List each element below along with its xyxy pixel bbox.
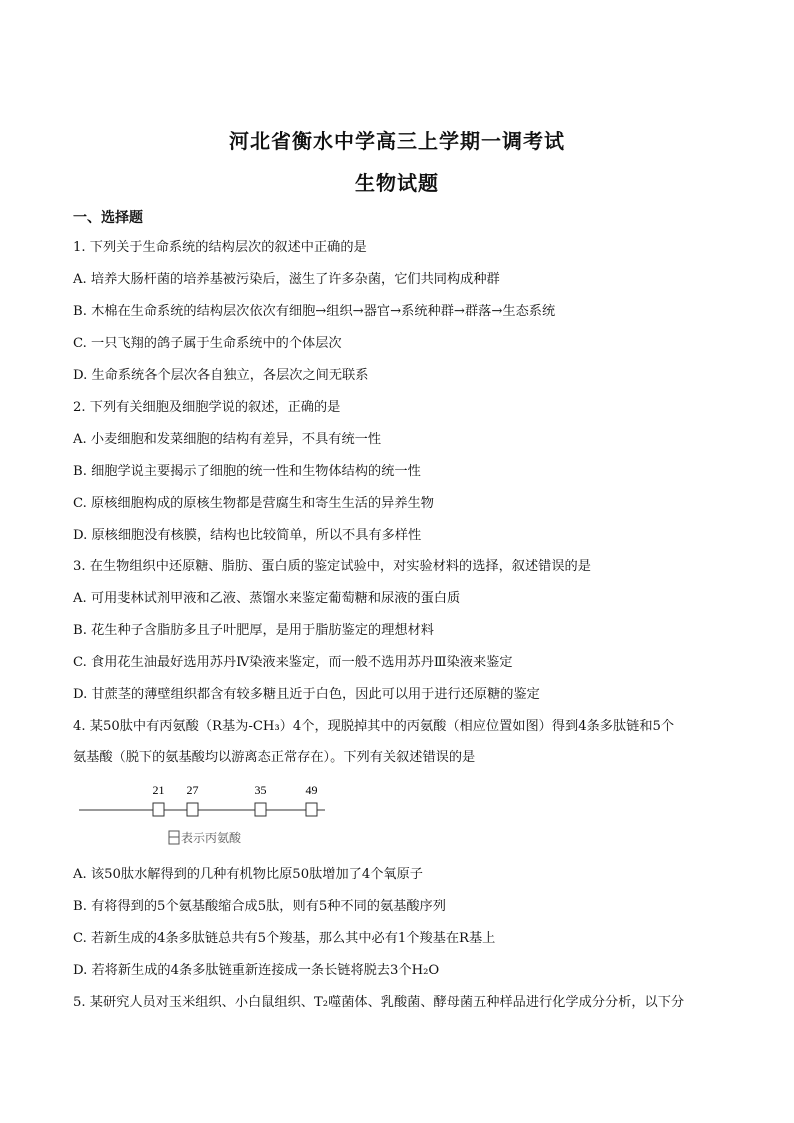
question-5-stem: 5. 某研究人员对玉米组织、小白鼠组织、T₂噬菌体、乳酸菌、酵母菌五种样品进行化学成分分析，以下分 xyxy=(73,995,685,1010)
question-4-stem-line-2: 氨基酸（脱下的氨基酸均以游离态正常存在）。下列有关叙述错误的是 xyxy=(73,750,476,765)
question-1-option-b: B. 木棉在生命系统的结构层次依次有细胞→组织→器官→系统种群→群落→生态系统 xyxy=(73,304,556,319)
alanine-position-label: 49 xyxy=(305,783,318,797)
question-3-option-d: D. 甘蔗茎的薄壁组织都含有较多糖且近于白色，因此可以用于进行还原糖的鉴定 xyxy=(73,687,540,702)
question-4-option-d: D. 若将新生成的4条多肽链重新连接成一条长链将脱去3个H₂O xyxy=(73,963,440,978)
question-1-option-d: D. 生命系统各个层次各自独立，各层次之间无联系 xyxy=(73,368,369,383)
alanine-marker xyxy=(255,783,267,816)
alanine-position-label: 27 xyxy=(186,783,199,797)
legend-label: 表示丙氨酸 xyxy=(181,831,242,845)
peptide-diagram xyxy=(73,780,333,852)
alanine-marker xyxy=(153,783,165,816)
figure-legend xyxy=(169,831,242,845)
page-subtitle: 生物试题 xyxy=(355,171,439,195)
question-1-stem: 1. 下列关于生命系统的结构层次的叙述中正确的是 xyxy=(73,240,367,255)
question-2-option-d: D. 原核细胞没有核膜，结构也比较简单，所以不具有多样性 xyxy=(73,528,422,543)
alanine-position-label: 21 xyxy=(152,783,165,797)
question-2-option-b: B. 细胞学说主要揭示了细胞的统一性和生物体结构的统一性 xyxy=(73,464,421,479)
question-2-stem: 2. 下列有关细胞及细胞学说的叙述，正确的是 xyxy=(73,400,341,415)
question-3-stem: 3. 在生物组织中还原糖、脂肪、蛋白质的鉴定试验中，对实验材料的选择，叙述错误的是 xyxy=(73,559,591,574)
question-4-option-c: C. 若新生成的4条多肽链总共有5个羧基，那么其中必有1个羧基在R基上 xyxy=(73,931,496,946)
question-4-option-b: B. 有将得到的5个氨基酸缩合成5肽，则有5种不同的氨基酸序列 xyxy=(73,899,446,914)
question-4-option-a: A. 该50肽水解得到的几种有机物比原50肽增加了4个氧原子 xyxy=(73,867,423,882)
alanine-position-label: 35 xyxy=(254,783,267,797)
alanine-marker xyxy=(306,783,318,816)
question-2-option-a: A. 小麦细胞和发菜细胞的结构有差异，不具有统一性 xyxy=(73,432,382,447)
question-1-option-c: C. 一只飞翔的鸽子属于生命系统中的个体层次 xyxy=(73,336,342,351)
question-3-option-c: C. 食用花生油最好选用苏丹Ⅳ染液来鉴定，而一般不选用苏丹Ⅲ染液来鉴定 xyxy=(73,655,513,670)
question-3-option-a: A. 可用斐林试剂甲液和乙液、蒸馏水来鉴定葡萄糖和尿液的蛋白质 xyxy=(73,591,461,606)
question-1-option-a: A. 培养大肠杆菌的培养基被污染后，滋生了许多杂菌，它们共同构成种群 xyxy=(73,272,500,287)
alanine-marker xyxy=(187,783,199,816)
question-2-option-c: C. 原核细胞构成的原核生物都是营腐生和寄生生活的异养生物 xyxy=(73,496,434,511)
question-4-stem-line-1: 4. 某50肽中有丙氨酸（R基为-CH₃）4个，现脱掉其中的丙氨酸（相应位置如图）得到4条多肽链和5个 xyxy=(73,719,675,734)
page-title: 河北省衡水中学高三上学期一调考试 xyxy=(229,129,565,153)
question-3-option-b: B. 花生种子含脂肪多且子叶肥厚，是用于脂肪鉴定的理想材料 xyxy=(73,623,434,638)
section-heading: 一、选择题 xyxy=(73,210,143,226)
